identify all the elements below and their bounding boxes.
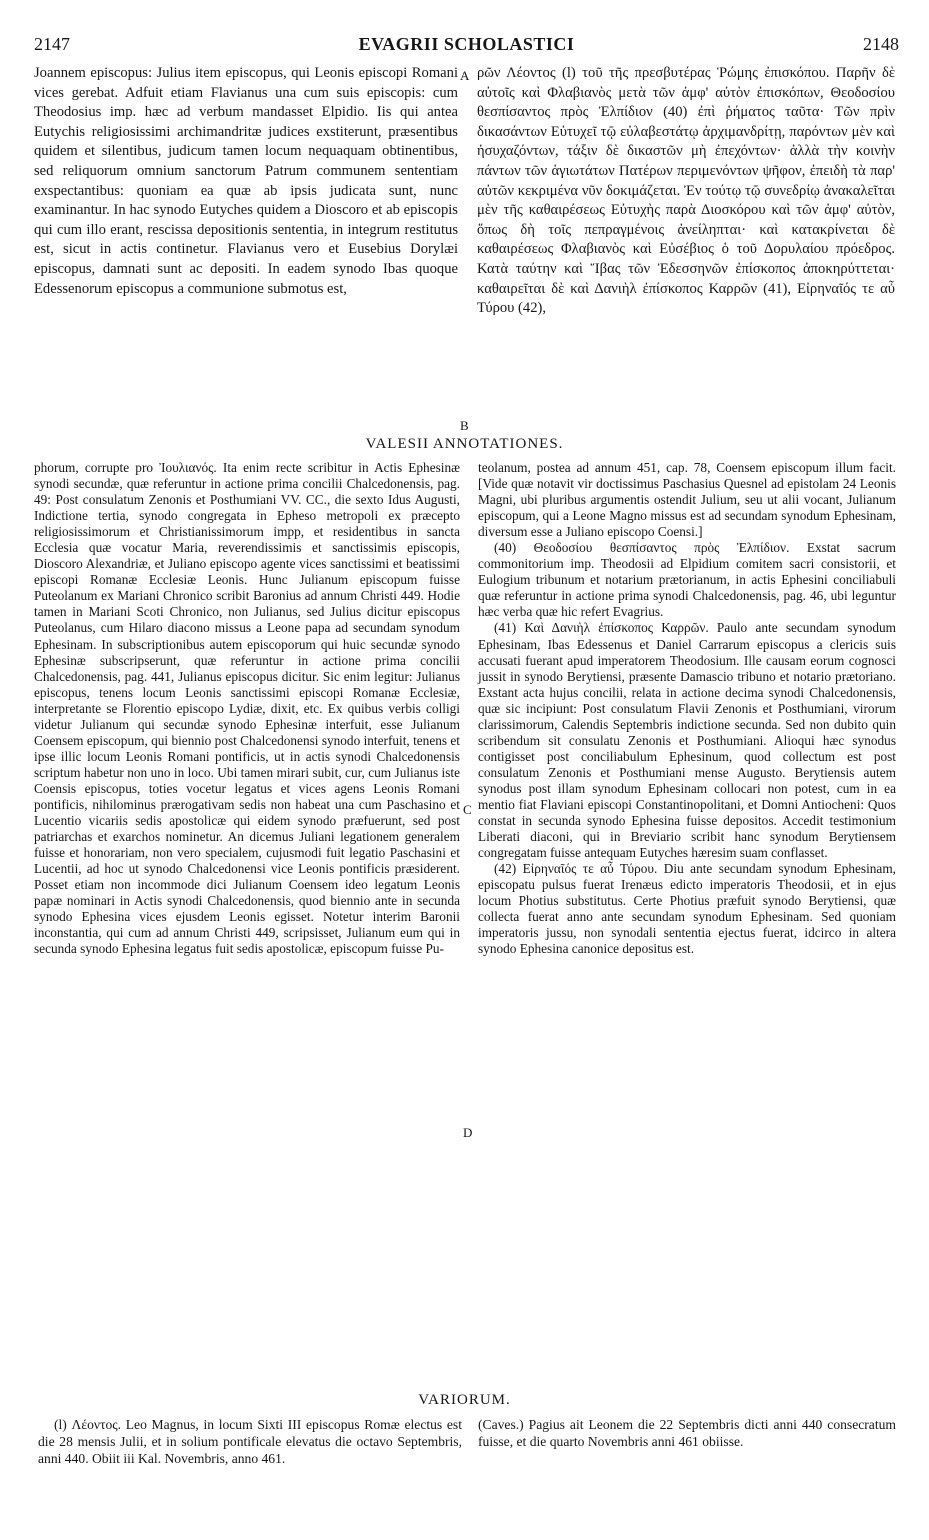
greek-main-text: ρῶν Λέοντος (l) τοῦ τῆς πρεσβυτέρας Ῥώμης ἐπισκόπου. Παρῆν δὲ αὐτοῖς καὶ Φλαβιανὸς μετὰ τῶν ἀμφ' αὐτὸν ἐπισκόπων, Θεοδοσίου θεσπίσαντος πρὸς Ἐλπίδιον (40) ἐπὶ ῥήματος ταῦτα· Τῶν πρὶν δικασάντων Εὐτυχεῖ τῷ εὐλαβεστάτῳ ἀρχιμανδρίτῃ, παρόντων μὲν καὶ ἡσυχαζόντων, τάξιν δὲ δικαστῶν μὴ ἐπεχόντων· ἀλλὰ τὴν κοινὴν πάντων τῶν ἁγιωτάτων Πατέρων περιμενόντων ψῆφον, ἐπειδὴ τὰ παρ' αὐτῶν κεκριμένα νῦν δοκιμάζεται. Ἐν τούτῳ τῷ συνεδρίῳ ἀνακαλεῖται μὲν τῆς καθαιρέσεως Εὐτυχὴς παρὰ Διοσκόρου καὶ τῶν ἀμφ' αὐτὸν, ὅπως δὴ τοῖς πεπραγμένοις ἀνείληπται· καὶ κατακρίνεται δὲ καθαιρέσεως Φλαβιανὸς καὶ Εὐσέβιος ὁ τοῦ Δορυλαίου πρόεδρος. Κατὰ ταύτην καὶ Ἴβας τῶν Ἐδεσσηνῶν ἐπίσκοπος ἀποκηρύττεται· καθαιρεῖται δὲ καὶ Δανιὴλ ἐπίσκοπος Καρρῶν (41), Εἰρηναῖός τε αὖ Τύρου (42), [477, 65, 895, 317]
annotations-left-column [34, 460, 460, 957]
variorum-title: VARIORUM. [418, 1392, 511, 1408]
annotation-right-paragraph: (42) Εἰρηναῖός τε αὖ Τύρου. Diu ante secundam synodum Ephesinam, episcopatu pulsus fuerat Irenæus edicto imperatoris Theodosii, et in ejus locum Photius substitutus. Certe Photius præfuit synodo Berytiensi, quæ collecta fuerat anno ante secundam synodum Ephesinam. Sed quoniam imperatoris jussu, non synodali sententia ejectus fuerat, idcirco in altera synodo Ephesina canonice depositus est. [478, 861, 896, 957]
annotation-right-paragraph: (41) Καὶ Δανιὴλ ἐπίσκοπος Καρρῶν. Paulo ante secundam synodum Ephesinam, Ibas Edessenus et Daniel Carrarum episcopus a clericis suis accusati fuerant apud imperatorem Theodosium. Ille causam eorum cognosci jussit in synodo Berytiensi, præsente Damascio tribuno et notario prætoriano. Exstant acta hujus concilii, relata in actione decima synodi Chalcedonensis, quæ sic incipiunt: Post consulatum Flavii Zenonis et Posthumiani, virorum clarissimorum, Calendis Septembris indictione secunda. Sed non dubito quin scribendum sit consulatu Zenonis et Posthumiani. Alioqui hæc synodus contigisset post conciliabulum Ephesinum, quod collectum est post consulatum Zenonis et Posthumiani mense Augusto. Berytiensis autem synodus post illam synodum Ephesinam collocari non potest, cum in ea mentio fiat Flaviani episcopi Constantinopolitani, et Domni Antiocheni: Quos constat in secunda synodo Ephesina fuisse depositos. Accedit testimonium Liberati diaconi, qui in Breviario scribit hanc synodum Berytiensem congregatam fuisse antequam Eutyches hæresim suam conflasset. [478, 620, 896, 861]
variorum-right-column [478, 1416, 896, 1450]
running-header [34, 34, 899, 62]
variorum-left-column [38, 1416, 462, 1467]
annotation-right-paragraph: (40) Θεοδοσίου θεσπίσαντος πρὸς Ἐλπίδιον. Exstat sacrum commonitorium imp. Theodosii ad Elpidium comitem sacri consistorii, et Eulogium tribunum et notarium prætorianum, in actis Ephesini conciliabuli quæ referuntur in actione prima synodi Chalcedonensis, pag. 46, ubi leguntur hæc verba quæ hic refert Evagrius. [478, 540, 896, 620]
latin-main-text: Joannem episcopus: Julius item episcopus, qui Leonis episcopi Romani vices gerebat. Adfuit etiam Flavianus una cum suis episcopis: cum Theodosius imp. hæc ad verbum mandasset Elpidio. Iis qui antea Eutychis religiosissimi archimandritæ judices exstiterunt, præsentibus quidem et silentibus, judicum tamen locum nequaquam obtinentibus, sed reliquorum omnium sanctorum Patrum communem sententiam exspectantibus: quoniam ea quæ ab ipsis judicata sunt, nunc examinantur. In hac synodo Eutyches quidem a Dioscoro et ab episcopis qui cum illo erant, rescissa depositionis sententia, in integrum restitutus est, sicut in actis continetur. Flavianus vero et Eusebius Dorylæi episcopus, damnati sunt ac depositi. In eadem synodo Ibas quoque Edessenorum episcopus a communione submotus est, [34, 65, 458, 297]
page-number-left: 2147 [34, 34, 70, 54]
page-number-right: 2148 [863, 34, 899, 54]
margin-marker-d: D [463, 1125, 473, 1140]
margin-marker-a: A [460, 68, 470, 83]
margin-marker-b: B [460, 418, 469, 433]
valesii-annotations-title: VALESII ANNOTATIONES. [365, 436, 564, 452]
variorum-right-text: (Caves.) Pagius ait Leonem die 22 Septembris dicti anni 440 consecratum fuisse, et die quarto Novembris anni 461 obiisse. [478, 1417, 896, 1449]
latin-main-column [34, 64, 458, 299]
variorum-left-text: (l) Λέοντος. Leo Magnus, in locum Sixti III episcopus Romæ electus est die 28 mensis Julii, et in solium pontificale elevatus die octavo Septembris, anni 440. Obiit iii Kal. Novembris, anno 461. [38, 1417, 462, 1466]
margin-marker-c: C [463, 802, 472, 817]
annotation-left-text: phorum, corrupte pro Ἰουλιανός. Ita enim recte scribitur in Actis Ephesinæ synodi secundæ, quæ referuntur in actione prima concilii Chalcedonensis, pag. 49: Post consulatum Zenonis et Posthumiani VV. CC., die sexto Idus Augusti, Indictione tertia, synodo congregata in Epheso metropoli ex præcepto religiosissimorum et Christianissimorum impp, et residentibus in sancta Ecclesia quæ vocatur Maria, reverendissimis et sanctissimis episcopis, Dioscoro Alexandriæ, et Juliano episcopo agente vices sanctissimi et beatissimi episcopi Romanæ Ecclesiæ Leonis. Hunc Julianum episcopum fuisse Puteolanum ex Mariani Chronico scribit Baronius ad annum Christi 449. Hodie tamen in Mariani Scoti Chronico, non Julianus, sed Julius dicitur episcopus Puteolanus, cum Hilaro diacono missus a Leone papa ad secundam synodum Ephesinam. In subscriptionibus autem episcoporum qui huic secundæ synodo Ephesinæ subscripserunt, quæ referuntur in actione prima concilii Chalcedonensis, pag. 441, Julianus episcopus dicitur. Sic enim legitur: Julianus episcopus, tenens locum Leonis sanctissimi episcopi Romanæ Ecclesiæ, interpretante se Florentio episcopo Lydiæ, dixit, etc. Ex quibus verbis colligi videtur Julianum qui secundæ synodo Ephesinæ interfuit, esse Julianum Coensem episcopum, qui biennio post Chalcedonensi synodo interfuit, tenens et ipse illic locum Leonis Romani pontificis, ut in actis synodi Chalcedonensis scriptum habetur non uno in loco. Ubi tamen mirari subit, cur, cum Julianus iste Coensis episcopus, toties vocetur legatus et vices agens Leonis Romani pontificis, nihilominus prærogativam sedis non habeat una cum Paschasino et Lucentio vicariis sedis apostolicæ qui eidem synodo præfuerunt, sed post patriarchas et exarchos nominetur. An dicemus Juliani legationem generalem fuisse et honorariam, non vero specialem, cujusmodi fuit legatio Paschasini et Lucentii, ad hoc ut synodo Chalcedonensi vice Leonis pontificis præsiderent. Posset etiam non incommode dici Julianum Coensem ideo legatum Leonis papæ nominari in Actis synodi Chalcedonensis, quod biennio ante in secunda synodo Ephesina vices ejusdem Leonis egisset. Notetur interim Baronii inconstantia, qui cum ad annum Christi 449, scripsisset, Julianum eum qui in secunda synodo Ephesina legatus fuit sedis apostolicæ, episcopum fuisse Pu- [34, 460, 460, 957]
annotations-right-column [478, 460, 896, 957]
annotation-right-paragraph: teolanum, postea ad annum 451, cap. 78, Coensem episcopum illum facit. [Vide quæ notavit vir doctissimus Paschasius Quesnel ad epistolam 24 Leonis Magni, ubi pluribus argumentis ostendit Julium, seu ut alii vocant, Julianum episcopum, qui a Leone Magno missus est ad secundam synodum Ephesinam, diversum esse a Juliano episcopo Coensi.] [478, 460, 896, 540]
running-title: EVAGRII SCHOLASTICI [358, 34, 575, 54]
greek-main-column [477, 64, 895, 319]
